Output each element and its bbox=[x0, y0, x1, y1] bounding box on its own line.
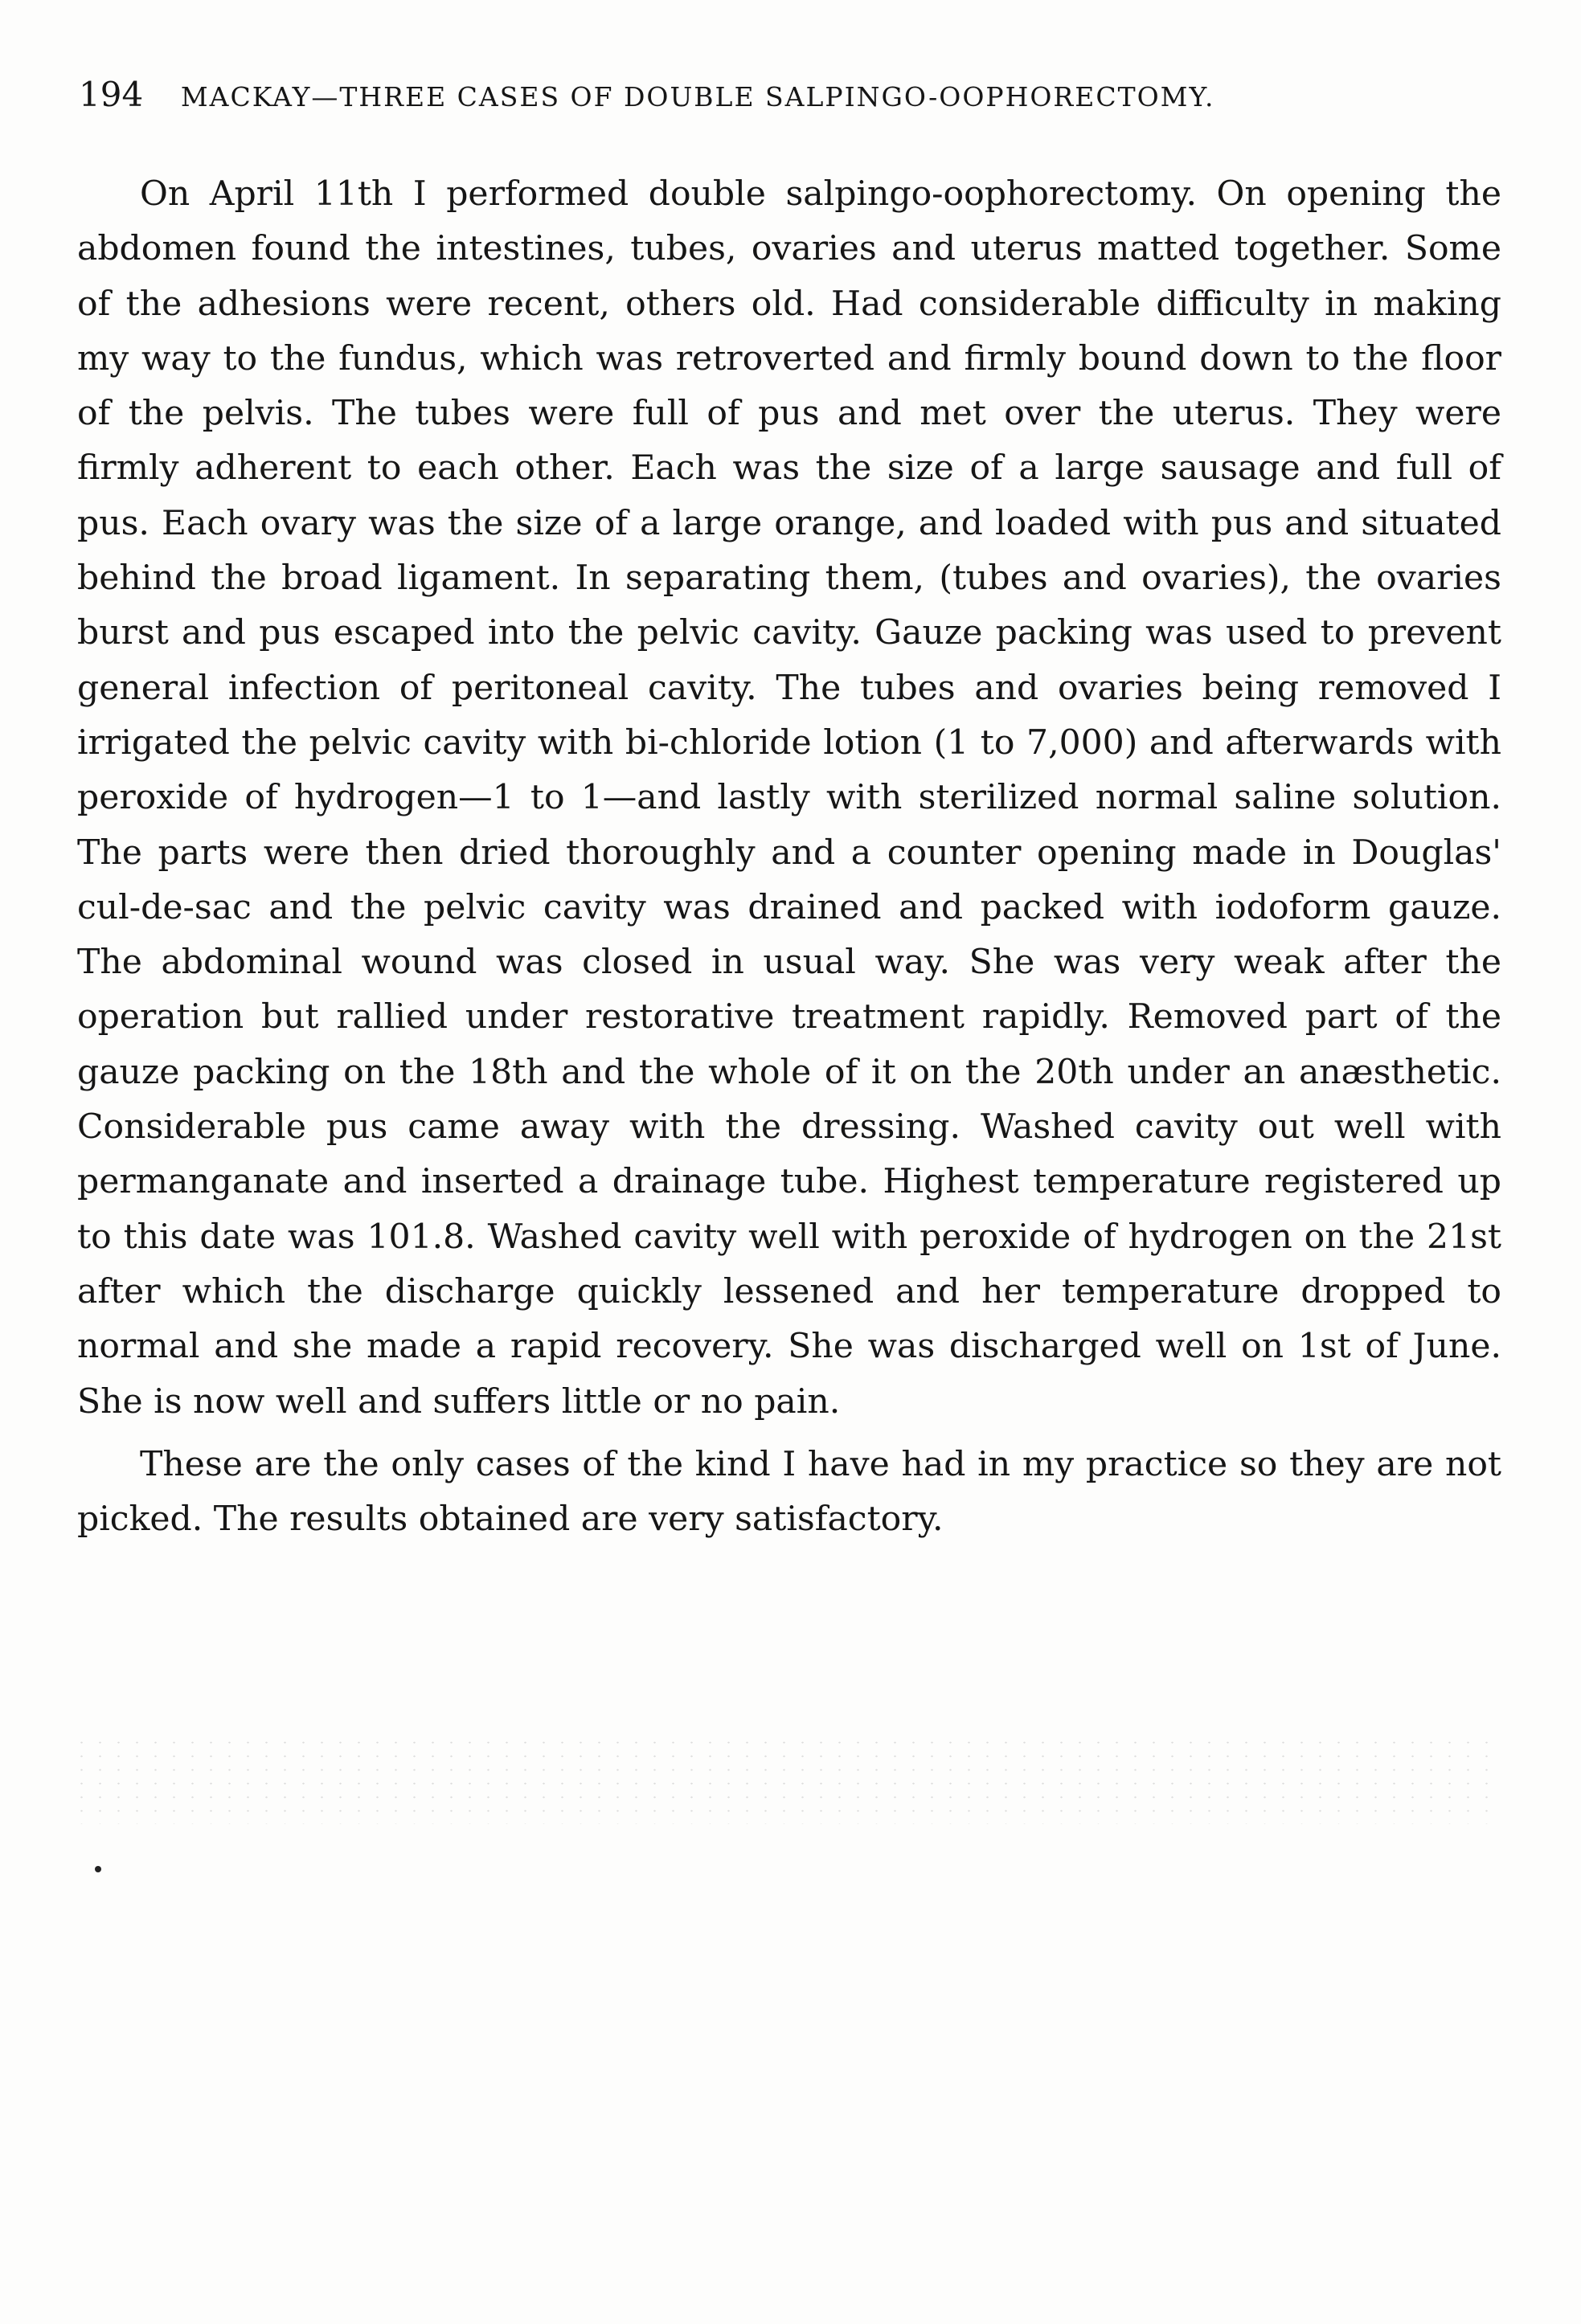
scan-noise bbox=[72, 1736, 1503, 1824]
paragraph-conclusion: These are the only cases of the kind I have had in my practice so they are not picked. The results obtained are very satisfactory. bbox=[77, 1444, 1501, 1540]
page-number: 194 bbox=[79, 75, 144, 114]
running-title: MACKAY—THREE CASES OF DOUBLE SALPINGO-OOPHORECTOMY. bbox=[180, 81, 1215, 113]
paragraph-case-report: On April 11th I performed double salpingo-oophorectomy. On opening the abdomen found the intestines, tubes, ovaries and uterus matted together. Some of the adhesions were recent, others old. Had considerable difficulty in making my way to the fundus, which was retroverted and firmly bound down to the floor of the pelvis. The tubes were full of pus and met over the uterus. They were firmly adherent to each other. Each was the size of a large sausage and full of pus. Each ovary was the size of a large orange, and loaded with pus and situated behind the broad ligament. In separating them, (tubes and ovaries), the ovaries burst and pus escaped into the pelvic cavity. Gauze packing was used to prevent general infection of peritoneal cavity. The tubes and ovaries being removed I irrigated the pelvic cavity with bi-chloride lotion (1 to 7,000) and afterwards with peroxide of hydrogen—1 to 1—and lastly with sterilized normal saline solution. The parts were then dried thoroughly and a counter opening made in Douglas' cul-de-sac and the pelvic cavity was drained and packed with iodoform gauze. The abdominal wound was closed in usual way. She was very weak after the operation but rallied under restorative treatment rapidly. Removed part of the gauze packing on the 18th and the whole of it on the 20th under an anæsthetic. Considerable pus came away with the dressing. Washed cavity out well with permanganate and inserted a drainage tube. Highest temperature registered up to this date was 101.8. Washed cavity well with peroxide of hydrogen on the 21st after which the discharge quickly lessened and her temperature dropped to normal and she made a rapid recovery. She was discharged well on 1st of June. She is now well and suffers little or no pain. bbox=[77, 174, 1501, 1422]
ink-speck bbox=[95, 1866, 101, 1872]
body-text bbox=[77, 167, 1501, 1547]
running-head bbox=[79, 71, 1509, 119]
